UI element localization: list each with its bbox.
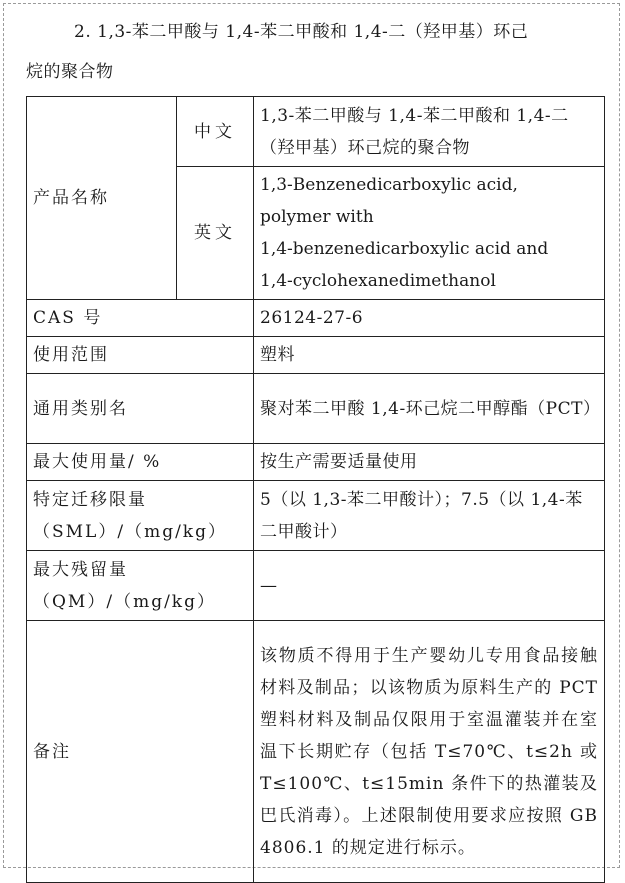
- english-name-value: [254, 167, 605, 300]
- table-row: [27, 97, 605, 167]
- english-name-line: 1,4-benzenedicarboxylic acid and: [260, 239, 549, 259]
- scope-value: 塑料: [254, 337, 605, 374]
- heading-line-1: 2. 1,3-苯二甲酸与 1,4-苯二甲酸和 1,4-二（羟甲基）环己: [74, 22, 529, 42]
- generic-name-label: 通用类别名: [27, 374, 254, 444]
- sml-label-line: （SML）/（mg/kg）: [33, 521, 227, 542]
- qm-label-line: 最大残留量: [33, 559, 128, 580]
- sml-label: [27, 481, 254, 551]
- substance-table: [26, 96, 605, 883]
- chinese-name-value: 1,3-苯二甲酸与 1,4-苯二甲酸和 1,4-二（羟甲基）环己烷的聚合物: [254, 97, 605, 167]
- scope-label: 使用范围: [27, 337, 254, 374]
- product-name-label: 产品名称: [27, 97, 177, 300]
- english-name-line: 1,3-Benzenedicarboxylic acid,: [260, 175, 518, 195]
- table-row: [27, 444, 605, 481]
- max-use-value: 按生产需要适量使用: [254, 444, 605, 481]
- chinese-name-label: 中文: [177, 97, 254, 167]
- table-row: [27, 300, 605, 337]
- sml-label-line: 特定迁移限量: [33, 489, 147, 510]
- table-row: [27, 621, 605, 883]
- qm-value: —: [254, 551, 605, 621]
- table-row: [27, 551, 605, 621]
- max-use-label: 最大使用量/ %: [27, 444, 254, 481]
- english-name-label: 英文: [177, 167, 254, 300]
- qm-label: [27, 551, 254, 621]
- sml-value: 5（以 1,3-苯二甲酸计）；7.5（以 1,4-苯二甲酸计）: [254, 481, 605, 551]
- english-name-line: 1,4-cyclohexanedimethanol: [260, 271, 496, 291]
- table-row: [27, 337, 605, 374]
- cas-label: CAS 号: [27, 300, 254, 337]
- heading-line-2: 烷的聚合物: [26, 62, 114, 82]
- table-row: [27, 374, 605, 444]
- section-heading: [26, 12, 605, 92]
- cas-value: 26124-27-6: [254, 300, 605, 337]
- generic-name-value: 聚对苯二甲酸 1,4-环己烷二甲醇酯（PCT）: [254, 374, 605, 444]
- table-row: [27, 481, 605, 551]
- qm-label-line: （QM）/（mg/kg）: [33, 591, 216, 612]
- note-label: 备注: [27, 621, 254, 883]
- note-value: 该物质不得用于生产婴幼儿专用食品接触材料及制品；以该物质为原料生产的 PCT 塑料材料及制品仅限用于室温灌装并在室温下长期贮存（包括 T≤70℃、t≤2h 或 T≤100℃、t≤15min 条件下的热灌装及巴氏消毒）。上述限制使用要求应按照 GB 4806.1 的规定进行标示。: [254, 621, 605, 883]
- english-name-line: polymer with: [260, 207, 374, 227]
